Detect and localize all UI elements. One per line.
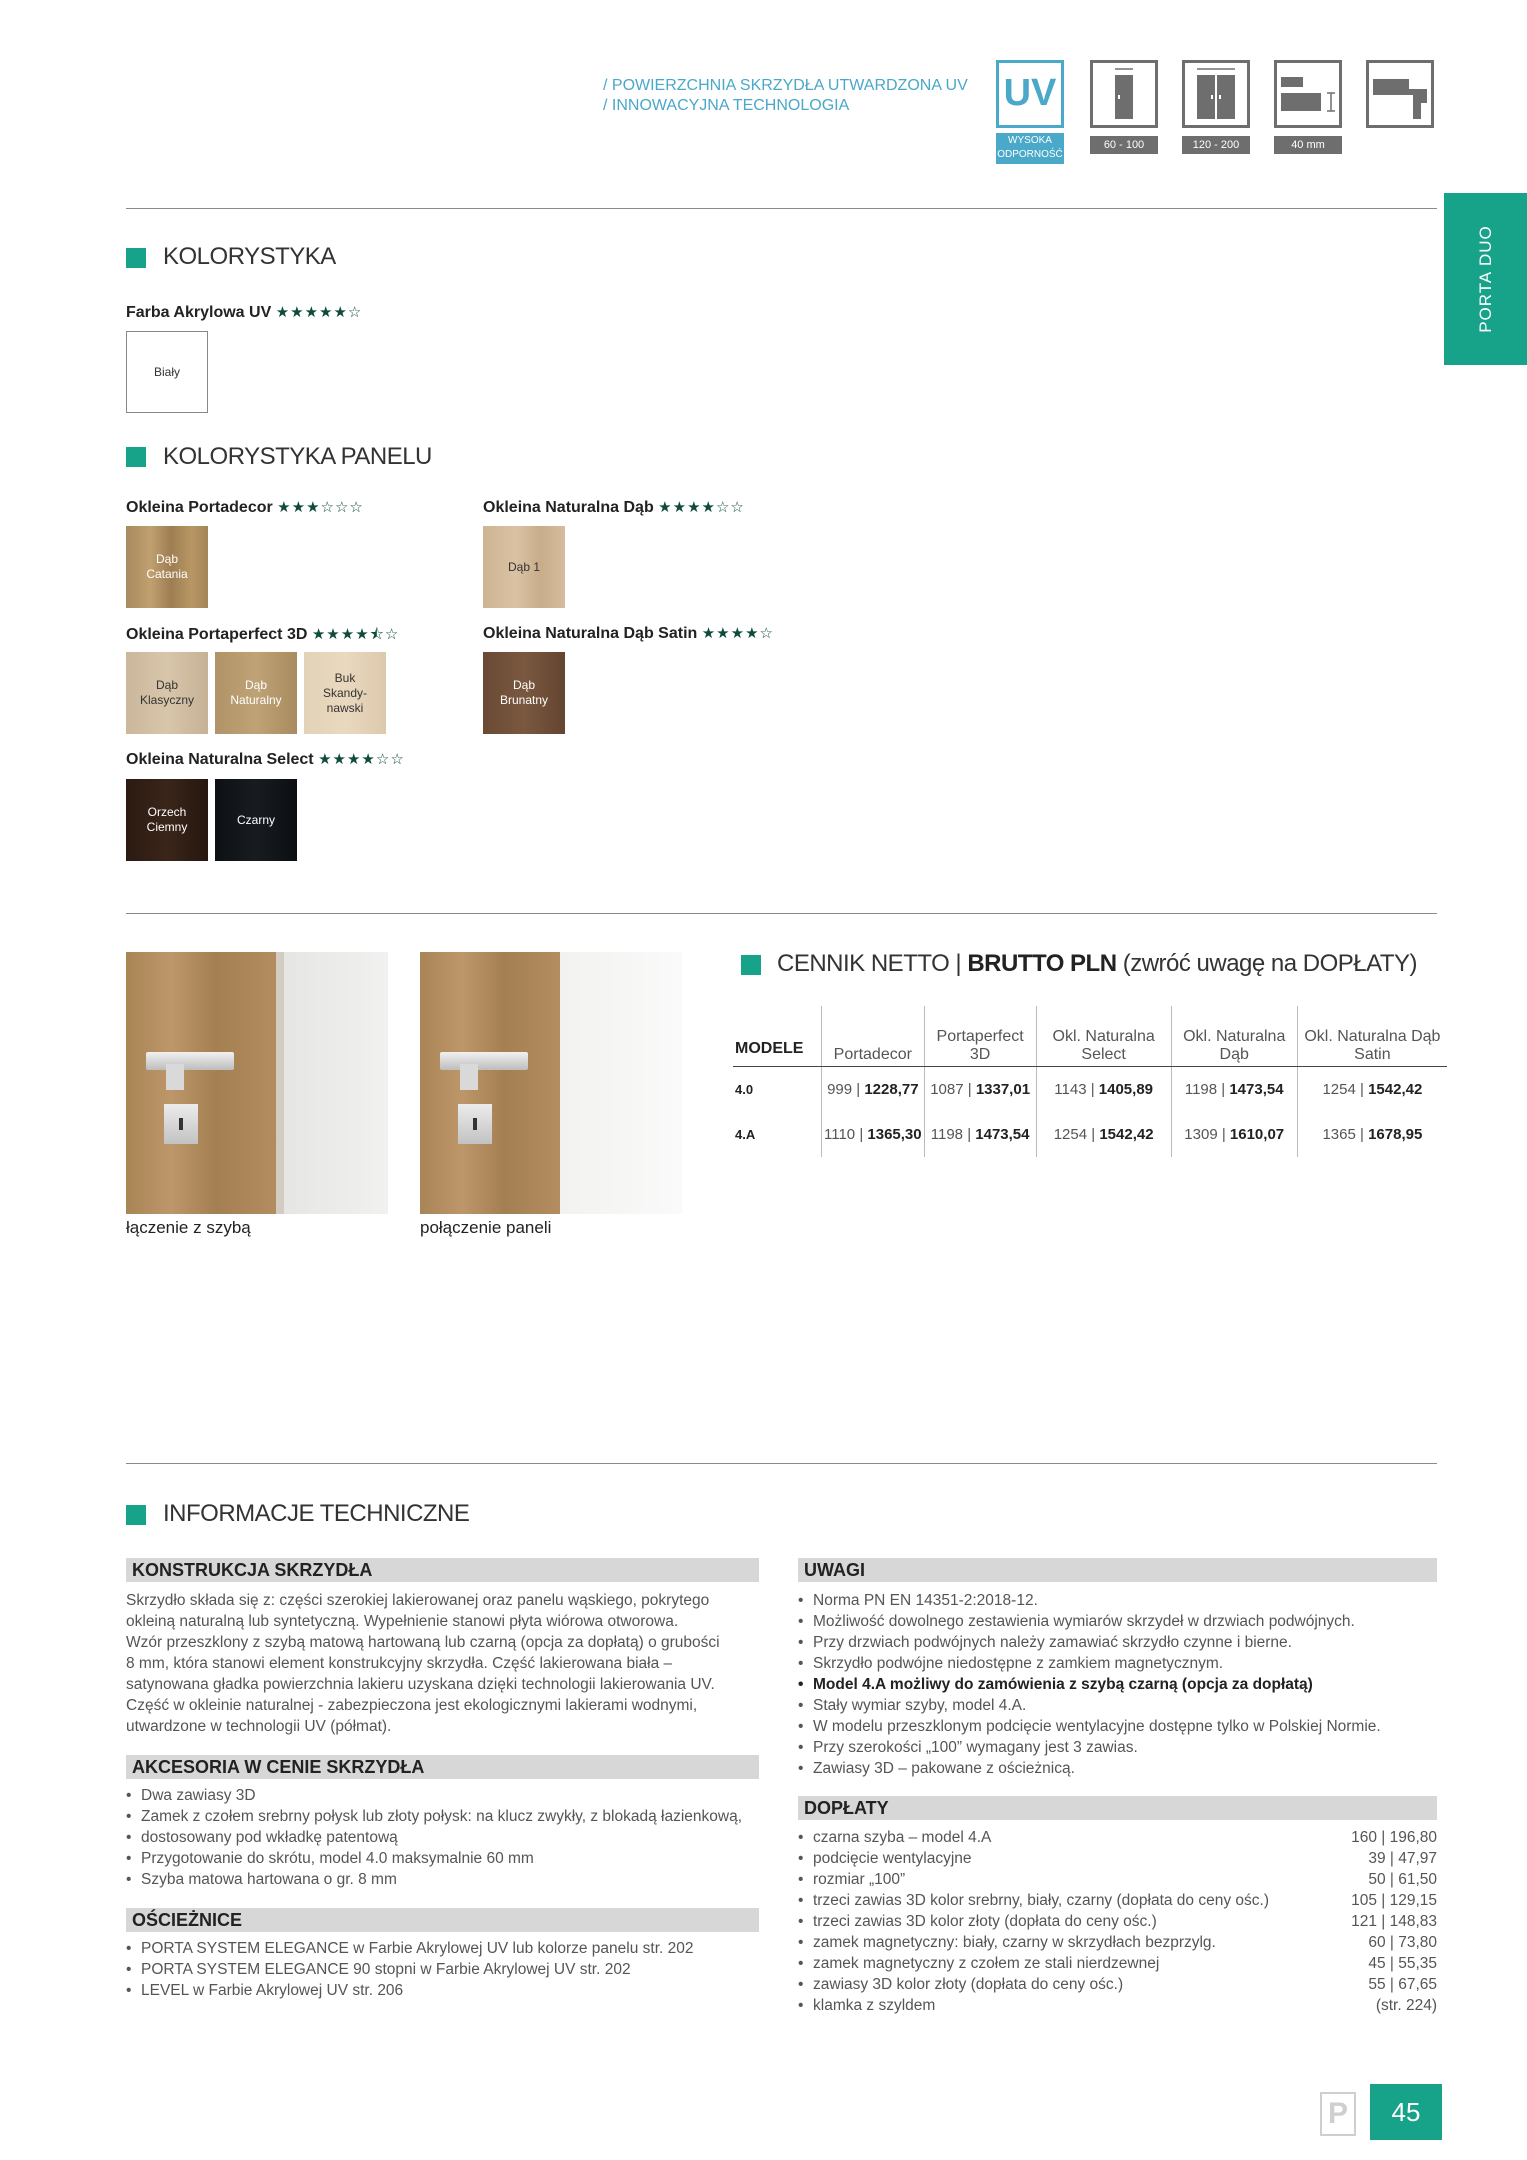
list-item: • dostosowany pod wkładkę patentową [126,1827,766,1848]
list-item: • PORTA SYSTEM ELEGANCE 90 stopni w Farbie Akrylowej UV str. 202 [126,1959,766,1980]
header-tagline [603,76,968,116]
cennik-marker [741,955,761,975]
price-table-header [733,1006,1447,1067]
price-cell: 1365 | 1678,95 [1297,1112,1447,1157]
kolorystyka-title: KOLORYSTYKA [163,243,336,270]
single-door-icon [1090,60,1158,128]
thickness-icon [1274,60,1342,128]
uwagi-list [798,1590,1438,1779]
header-portaperfect: Portaperfect 3D [924,1006,1036,1067]
list-item: • Zawiasy 3D – pakowane z ościeżnicą. [798,1758,1438,1779]
price-cell: 1198 | 1473,54 [924,1112,1036,1157]
header-dab: Okl. Naturalna Dąb [1171,1006,1297,1067]
photo-panel-joint [420,952,682,1214]
dab-satin-title-text: Okleina Naturalna Dąb Satin [483,625,698,642]
naturalna-dab-title [483,498,745,517]
list-item: • rozmiar „100” 50 | 61,50 [798,1869,1437,1890]
header-select: Okl. Naturalna Select [1036,1006,1171,1067]
swatch-bialy-label: Biały [153,364,180,379]
panel-title: KOLORYSTYKA PANELU [163,443,432,470]
price-table [733,1006,1447,1157]
lower-divider [126,1463,1437,1464]
list-item: • Model 4.A możliwy do zamówienia z szybą czarną (opcja za dopłatą) [798,1674,1438,1695]
swatch-bialy [126,331,208,413]
farba-stars: ★★★★★☆ [275,304,363,321]
portadecor-title [126,498,364,517]
oscieznice-header: OŚCIEŻNICE [126,1908,759,1932]
swatch-dab-brunatny-label: Dąb Brunatny [499,678,549,707]
swatch-dab-1-label: Dąb 1 [507,559,541,574]
table-row [733,1112,1447,1157]
panel-marker [126,447,146,467]
middle-divider [126,913,1437,914]
portaperfect-title-text: Okleina Portaperfect 3D [126,626,308,643]
swatch-orzech-ciemny [126,779,208,861]
side-tab [1444,193,1527,365]
swatch-dab-catania-label: Dąb Catania [146,552,188,581]
list-item: • Przygotowanie do skrótu, model 4.0 maksymalnie 60 mm [126,1848,766,1869]
akcesoria-header: AKCESORIA W CENIE SKRZYDŁA [126,1755,759,1779]
uv-icon-caption: WYSOKA ODPORNOŚĆ [996,133,1064,164]
porta-logo [1320,2092,1356,2136]
swatch-dab-1 [483,526,565,608]
swatch-czarny-label: Czarny [236,812,275,827]
select-title-text: Okleina Naturalna Select [126,751,314,768]
swatch-dab-naturalny [215,652,297,734]
naturalna-dab-stars: ★★★★☆☆ [658,499,745,516]
list-item: • Przy szerokości „100” wymagany jest 3 zawias. [798,1737,1438,1758]
tagline-line-1: / POWIERZCHNIA SKRZYDŁA UTWARDZONA UV [603,77,968,94]
list-item: • Stały wymiar szyby, model 4.A. [798,1695,1438,1716]
price-cell: 1254 | 1542,42 [1036,1112,1171,1157]
select-stars: ★★★★☆☆ [318,751,405,768]
swatch-buk-skandynawski [304,652,386,734]
cennik-title [777,950,1417,978]
list-item: • zawiasy 3D kolor złoty (dopłata do ceny ośc.) 55 | 67,65 [798,1974,1437,1995]
list-item: • trzeci zawias 3D kolor złoty (dopłata do ceny ośc.) 121 | 148,83 [798,1911,1437,1932]
thickness-caption: 40 mm [1274,136,1342,154]
list-item: • Dwa zawiasy 3D [126,1785,766,1806]
side-tab-label: PORTA DUO [1475,225,1495,333]
header-dab-satin: Okl. Naturalna Dąb Satin [1297,1006,1447,1067]
konstrukcja-header: KONSTRUKCJA SKRZYDŁA [126,1558,759,1582]
uwagi-header: UWAGI [798,1558,1437,1582]
list-item: • czarna szyba – model 4.A 160 | 196,80 [798,1827,1437,1848]
swatch-czarny [215,779,297,861]
info-marker [126,1505,146,1525]
info-title: INFORMACJE TECHNICZNE [163,1500,470,1527]
konstrukcja-text: Skrzydło składa się z: części szerokiej lakierowanej oraz panelu wąskiego, pokrytego okleiną naturalną lub syntetyczną. Wypełnienie stanowi płyta wiórowa otworowa. Wzór przeszklony z szybą matową hartowaną lub czarną (opcja za dopłatą) o grubości 8 mm, która stanowi element konstrukcyjny skrzydła. Część lakierowana biała – satynowana gładka powierzchnia lakieru uzyskana dzięki technologii lakierowania UV. Część w okleinie naturalnej - zabezpieczona jest ekologicznymi lakierami wodnymi, utwardzone w technologii UV (półmat). [126,1592,720,1735]
list-item: • klamka z szyldem (str. 224) [798,1995,1437,2016]
price-cell: 1309 | 1610,07 [1171,1112,1297,1157]
double-door-caption: 120 - 200 [1182,136,1250,154]
swatch-buk-skandynawski-label: Buk Skandy-nawski [322,670,368,715]
farba-title [126,303,362,322]
list-item: • zamek magnetyczny: biały, czarny w skrzydłach bezprzylg. 60 | 73,80 [798,1932,1437,1953]
price-cell: 1198 | 1473,54 [1171,1067,1297,1113]
dab-satin-title [483,624,774,643]
list-item: • PORTA SYSTEM ELEGANCE w Farbie Akrylowej UV lub kolorze panelu str. 202 [126,1938,766,1959]
cennik-title-note: (zwróć uwagę na DOPŁATY) [1116,950,1418,977]
swatch-dab-klasyczny [126,652,208,734]
header-modele: MODELE [733,1006,822,1067]
oscieznice-list [126,1938,766,2001]
header-divider [126,208,1437,209]
portadecor-title-text: Okleina Portadecor [126,499,273,516]
list-item: • Zamek z czołem srebrny połysk lub złoty połysk: na klucz zwykły, z blokadą łazienkową, [126,1806,766,1827]
list-item: • podcięcie wentylacyjne 39 | 47,97 [798,1848,1437,1869]
price-cell: 1110 | 1365,30 [822,1112,925,1157]
dab-satin-stars: ★★★★☆ [701,625,774,642]
cennik-title-brutto: BRUTTO PLN [967,950,1117,977]
price-cell: 1087 | 1337,01 [924,1067,1036,1113]
swatch-dab-brunatny [483,652,565,734]
header-portadecor: Portadecor [822,1006,925,1067]
row-model: 4.A [735,1127,756,1142]
list-item: • W modelu przeszklonym podcięcie wentylacyjne dostępne tylko w Polskiej Normie. [798,1716,1438,1737]
cennik-title-netto: CENNIK NETTO | [777,950,968,977]
table-row [733,1067,1447,1113]
frame-profile-icon [1366,60,1434,128]
swatch-dab-catania [126,526,208,608]
naturalna-dab-title-text: Okleina Naturalna Dąb [483,499,654,516]
uv-icon-label: UV [1003,72,1057,114]
list-item: • Możliwość dowolnego zestawienia wymiarów skrzydeł w drzwiach podwójnych. [798,1611,1438,1632]
doplaty-list [798,1827,1437,2016]
row-model: 4.0 [735,1082,754,1097]
photo-glass-joint [126,952,388,1214]
list-item: • Skrzydło podwójne niedostępne z zamkiem magnetycznym. [798,1653,1438,1674]
list-item: • zamek magnetyczny z czołem ze stali nierdzewnej 45 | 55,35 [798,1953,1437,1974]
porta-logo-letter: P [1327,2097,1348,2130]
swatch-orzech-ciemny-label: Orzech Ciemny [146,805,188,834]
double-door-icon [1182,60,1250,128]
price-cell: 999 | 1228,77 [822,1067,925,1113]
portadecor-stars: ★★★☆☆☆ [277,499,364,516]
single-door-caption: 60 - 100 [1090,136,1158,154]
swatch-dab-naturalny-label: Dąb Naturalny [230,678,282,707]
list-item: • LEVEL w Farbie Akrylowej UV str. 206 [126,1980,766,2001]
uv-icon [996,60,1064,128]
kolorystyka-marker [126,248,146,268]
swatch-dab-klasyczny-label: Dąb Klasyczny [139,678,195,707]
tagline-line-2: / INNOWACYJNA TECHNOLOGIA [603,97,850,114]
price-cell: 1143 | 1405,89 [1036,1067,1171,1113]
list-item: • trzeci zawias 3D kolor srebrny, biały, czarny (dopłata do ceny ośc.) 105 | 129,15 [798,1890,1437,1911]
photo-panel-caption: połączenie paneli [420,1218,552,1237]
price-cell: 1254 | 1542,42 [1297,1067,1447,1113]
list-item: • Przy drzwiach podwójnych należy zamawiać skrzydło czynne i bierne. [798,1632,1438,1653]
doplaty-header: DOPŁATY [798,1796,1437,1820]
akcesoria-list [126,1785,766,1890]
farba-title-text: Farba Akrylowa UV [126,304,272,321]
select-title [126,750,405,769]
portaperfect-title [126,624,399,649]
portaperfect-stars: ★★★★⯪☆ [311,626,400,643]
photo-glass-caption: łączenie z szybą [126,1218,251,1237]
page-number-value: 45 [1391,2097,1421,2127]
page-number [1370,2084,1442,2140]
list-item: • Szyba matowa hartowana o gr. 8 mm [126,1869,766,1890]
list-item: • Norma PN EN 14351-2:2018-12. [798,1590,1438,1611]
